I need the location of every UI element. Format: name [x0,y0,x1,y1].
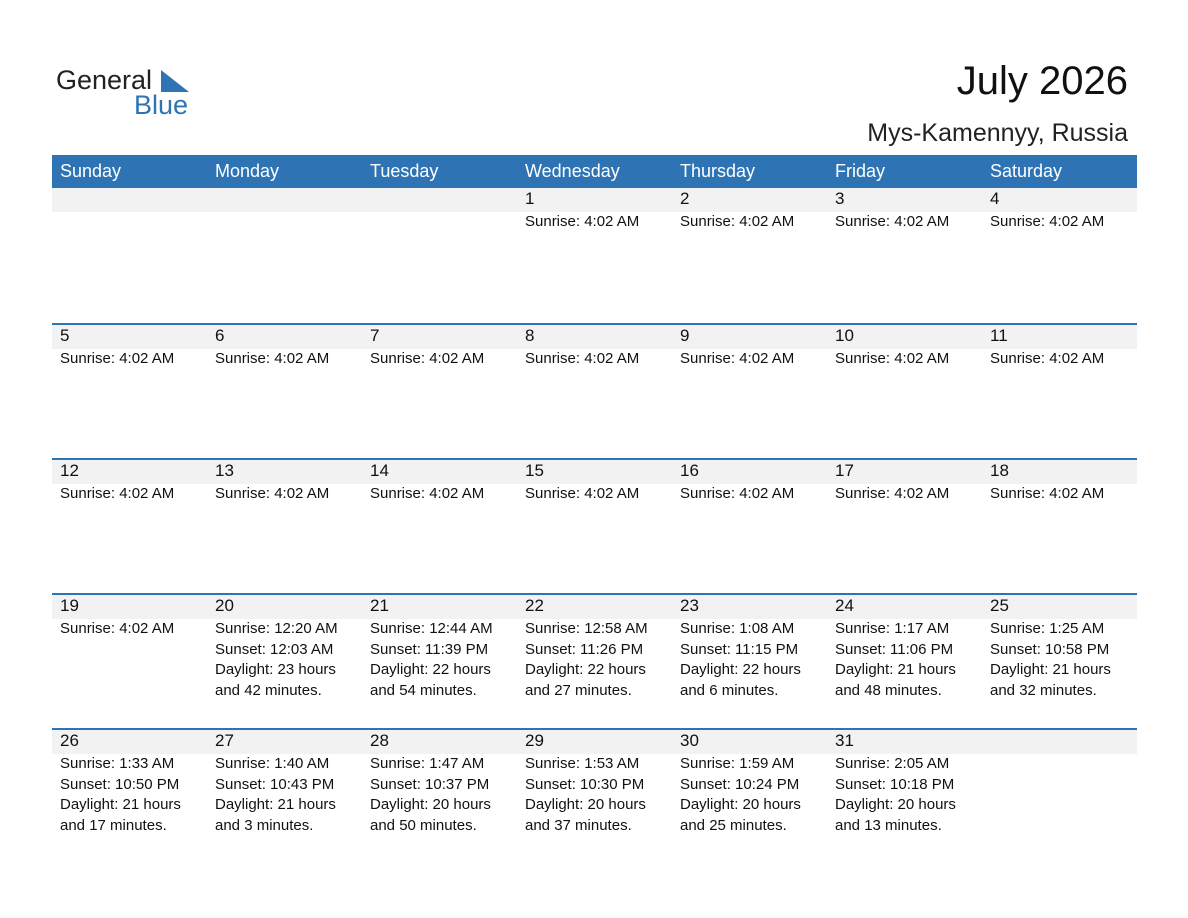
day-info [680,484,827,505]
weekday-tuesday: Tuesday [370,161,439,181]
day-number [370,188,517,212]
day-number: 11 [990,326,1008,345]
day-cell [827,325,982,370]
day-number: 22 [525,596,544,615]
day-info-line: Daylight: 23 hours [215,661,336,678]
day-cell [52,595,207,701]
day-cell [207,595,362,701]
day-info-line: and 13 minutes. [835,816,942,834]
weekday-friday: Friday [835,161,886,181]
day-info-line: and 3 minutes. [215,816,314,834]
day-info [525,212,672,233]
day-info [990,212,1137,233]
weekday-saturday: Saturday [990,161,1063,181]
day-cell [362,325,517,370]
day-info-line: and 25 minutes. [680,816,787,834]
day-info [370,619,517,701]
day-info-line: Sunrise: 4:02 AM [835,350,950,367]
day-info [835,754,982,836]
day-number: 3 [835,189,845,208]
day-info-line: Daylight: 20 hours [835,796,956,813]
day-info-line: Daylight: 20 hours [525,796,646,813]
weekday-thursday: Thursday [680,161,756,181]
day-cell [672,595,827,701]
day-info [835,212,982,233]
day-info-line: Sunrise: 4:02 AM [60,485,175,502]
day-info-line: Sunrise: 4:02 AM [990,213,1105,230]
day-number: 6 [215,326,225,345]
day-cell [362,730,517,836]
day-info-line: Sunrise: 1:59 AM [680,755,795,772]
day-cell [207,188,362,233]
day-info [525,349,672,370]
weekday-monday: Monday [215,161,280,181]
day-cell [672,730,827,836]
day-info-line: Sunset: 12:03 AM [215,640,334,658]
day-cell [982,188,1137,233]
day-cell [672,460,827,505]
day-cell [827,188,982,233]
day-info-line: Sunrise: 4:02 AM [215,485,330,502]
day-number: 18 [990,461,1009,480]
day-cell [827,460,982,505]
day-number: 30 [680,731,699,750]
day-info-line: Daylight: 22 hours [525,661,646,678]
day-info-line: and 48 minutes. [835,681,942,699]
week-row [52,323,1137,458]
day-info-line: Sunrise: 2:05 AM [835,755,950,772]
day-number: 31 [835,731,854,750]
day-info [60,619,207,640]
day-info [215,754,362,836]
day-info-line: Sunrise: 12:20 AM [215,620,338,637]
day-number: 19 [60,596,79,615]
day-info-line: Sunrise: 1:40 AM [215,755,330,772]
day-number [990,730,1137,754]
day-info-line: and 6 minutes. [680,681,779,699]
day-cell [52,730,207,836]
day-info [680,754,827,836]
day-number: 13 [215,461,234,480]
day-info-line: and 42 minutes. [215,681,322,699]
day-number: 2 [680,189,690,208]
week-cells [52,595,1137,701]
day-number: 15 [525,461,544,480]
day-cell [827,595,982,701]
day-info [215,484,362,505]
day-cell [827,730,982,836]
day-info [215,619,362,701]
day-info-line: Sunrise: 4:02 AM [525,485,640,502]
day-info [60,349,207,370]
day-info-line: Sunrise: 4:02 AM [680,485,795,502]
day-cell [517,325,672,370]
day-info-line: Sunset: 10:30 PM [525,775,645,793]
day-info-line: Sunset: 11:15 PM [680,640,799,658]
day-number: 8 [525,326,535,345]
day-info-line: and 54 minutes. [370,681,477,699]
day-info [835,349,982,370]
day-info-line: Sunrise: 1:17 AM [835,620,950,637]
day-cell [672,188,827,233]
weekday-wednesday: Wednesday [525,161,620,181]
day-info-line: Sunrise: 4:02 AM [370,485,485,502]
week-cells [52,325,1137,370]
day-cell [52,460,207,505]
day-number: 29 [525,731,544,750]
logo-word-general: General [56,65,153,95]
day-cell [52,188,207,233]
day-number: 14 [370,461,389,480]
weeks-container [52,188,1137,863]
weekday-header [52,155,1137,188]
day-number: 26 [60,731,79,750]
day-info [990,484,1137,505]
day-number: 5 [60,326,70,345]
week-row [52,458,1137,593]
day-info-line: Sunset: 10:24 PM [680,775,800,793]
calendar-grid [52,155,1137,863]
day-info-line: Sunrise: 4:02 AM [215,350,330,367]
day-info-line: Daylight: 21 hours [215,796,336,813]
day-number: 10 [835,326,854,345]
day-info-line: Daylight: 20 hours [680,796,801,813]
day-info-line: and 32 minutes. [990,681,1097,699]
day-cell [207,460,362,505]
day-cell [982,325,1137,370]
day-info [370,484,517,505]
day-info-line: Sunset: 10:50 PM [60,775,180,793]
day-info-line: Sunset: 11:06 PM [835,640,954,658]
day-cell [517,595,672,701]
day-info-line: Daylight: 21 hours [835,661,956,678]
day-info-line: Sunrise: 4:02 AM [990,485,1105,502]
day-number [60,188,207,212]
day-cell [52,325,207,370]
day-number: 7 [370,326,380,345]
day-info-line: Sunrise: 4:02 AM [835,485,950,502]
day-info-line: Daylight: 21 hours [990,661,1111,678]
day-info-line: Sunrise: 4:02 AM [60,350,175,367]
day-number: 12 [60,461,79,480]
week-cells [52,730,1137,836]
day-number: 17 [835,461,854,480]
day-info [680,619,827,701]
day-info [525,754,672,836]
day-number: 25 [990,596,1009,615]
day-number: 4 [990,189,1000,208]
day-info-line: Sunrise: 1:47 AM [370,755,485,772]
day-number: 24 [835,596,854,615]
day-info-line: and 37 minutes. [525,816,632,834]
day-cell [672,325,827,370]
day-info-line: and 17 minutes. [60,816,167,834]
logo [56,64,196,120]
day-cell [362,460,517,505]
page-title: July 2026 [956,59,1128,103]
day-info [835,619,982,701]
week-row [52,593,1137,728]
week-cells [52,460,1137,505]
day-number: 28 [370,731,389,750]
day-cell [982,730,1137,836]
day-info [370,754,517,836]
weekday-sunday: Sunday [60,161,122,181]
day-number: 23 [680,596,699,615]
day-number: 1 [525,189,535,208]
day-info-line: Sunrise: 1:08 AM [680,620,795,637]
day-info-line: Sunrise: 1:25 AM [990,620,1105,637]
day-info-line: and 50 minutes. [370,816,477,834]
day-info-line: Sunset: 10:18 PM [835,775,955,793]
day-number: 9 [680,326,690,345]
day-info-line: Sunrise: 1:53 AM [525,755,640,772]
logo-word-blue: Blue [134,90,189,120]
day-info-line: Sunset: 10:58 PM [990,640,1110,658]
day-info [680,349,827,370]
day-info [370,349,517,370]
day-info [60,484,207,505]
day-info [990,349,1137,370]
day-cell [362,188,517,233]
day-info-line: Daylight: 22 hours [680,661,801,678]
week-row [52,728,1137,863]
day-info [60,754,207,836]
day-number [215,188,362,212]
day-info-line: Sunrise: 4:02 AM [525,350,640,367]
day-cell [982,595,1137,701]
day-cell [517,188,672,233]
day-number: 20 [215,596,234,615]
day-number: 16 [680,461,699,480]
day-info [990,619,1137,701]
day-info-line: and 27 minutes. [525,681,632,699]
day-info-line: Sunset: 10:43 PM [215,775,335,793]
day-info [835,484,982,505]
week-row [52,188,1137,323]
day-cell [517,730,672,836]
location-label: Mys-Kamennyy, Russia [867,119,1128,147]
day-info-line: Sunrise: 4:02 AM [835,213,950,230]
day-cell [982,460,1137,505]
day-info [525,484,672,505]
day-info-line: Daylight: 21 hours [60,796,181,813]
day-info-line: Sunrise: 4:02 AM [60,620,175,637]
day-number: 27 [215,731,234,750]
day-info-line: Sunset: 11:39 PM [370,640,489,658]
day-info-line: Sunrise: 4:02 AM [370,350,485,367]
day-number: 21 [370,596,389,615]
day-cell [517,460,672,505]
day-info-line: Sunset: 11:26 PM [525,640,644,658]
day-info-line: Sunrise: 4:02 AM [990,350,1105,367]
day-info-line: Daylight: 20 hours [370,796,491,813]
day-cell [207,325,362,370]
day-info-line: Daylight: 22 hours [370,661,491,678]
day-info-line: Sunrise: 1:33 AM [60,755,175,772]
week-cells [52,188,1137,233]
day-info-line: Sunrise: 4:02 AM [525,213,640,230]
day-info-line: Sunrise: 4:02 AM [680,213,795,230]
day-info [525,619,672,701]
day-cell [362,595,517,701]
day-info-line: Sunset: 10:37 PM [370,775,490,793]
day-info-line: Sunrise: 12:44 AM [370,620,493,637]
day-info [680,212,827,233]
day-info [215,349,362,370]
day-info-line: Sunrise: 4:02 AM [680,350,795,367]
day-cell [207,730,362,836]
day-info-line: Sunrise: 12:58 AM [525,620,648,637]
